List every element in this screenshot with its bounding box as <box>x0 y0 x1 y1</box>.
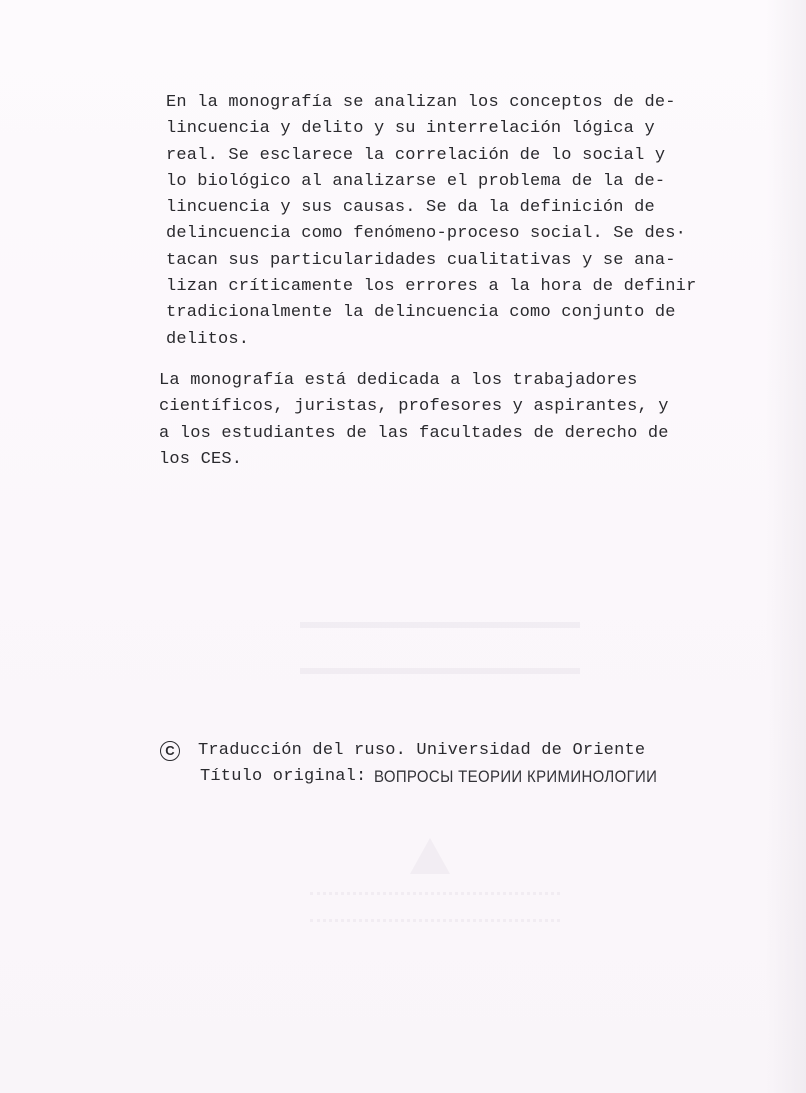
copyright-notice <box>160 738 760 790</box>
bleed-through-emblem <box>410 838 450 874</box>
page-edge-shadow <box>766 0 806 1093</box>
abstract-paragraph <box>166 90 756 353</box>
abstract-line: lo biológico al analizarse el problema de la de- <box>166 171 666 191</box>
translation-credit: Traducción del ruso. Universidad de Oriente <box>198 741 646 760</box>
abstract-line: delitos. <box>166 329 250 349</box>
original-title-label: Título original: <box>200 767 367 786</box>
audience-line: La monografía está dedicada a los trabajadores <box>159 371 638 390</box>
abstract-line: delincuencia como fenómeno-proceso social. Se des· <box>166 224 687 244</box>
abstract-line: lincuencia y sus causas. Se da la definición de <box>166 198 655 218</box>
audience-line: a los estudiantes de las facultades de derecho de <box>159 423 669 443</box>
audience-line: los CES. <box>159 449 243 469</box>
bleed-through-block <box>300 622 580 674</box>
copyright-icon: C <box>160 741 180 761</box>
abstract-line: lizan críticamente los errores a la hora de definir <box>166 277 697 297</box>
abstract-line: real. Se esclarece la correlación de lo social y <box>166 145 666 165</box>
abstract-line: tradicionalmente la delincuencia como conjunto de <box>166 303 676 323</box>
audience-paragraph <box>159 368 759 473</box>
audience-line: científicos, juristas, profesores y aspirantes, y <box>159 397 669 417</box>
abstract-line: tacan sus particularidades cualitativas y se ana- <box>166 250 676 270</box>
abstract-line: lincuencia y delito y su interrelación lógica y <box>166 119 655 139</box>
translation-row <box>160 738 760 764</box>
original-title-value: ВОПРОСЫ ТЕОРИИ КРИМИНОЛОГИИ <box>374 767 658 786</box>
bleed-through-caption <box>310 892 560 922</box>
original-title-row <box>160 764 760 790</box>
abstract-line: En la monografía se analizan los conceptos de de- <box>166 93 676 112</box>
